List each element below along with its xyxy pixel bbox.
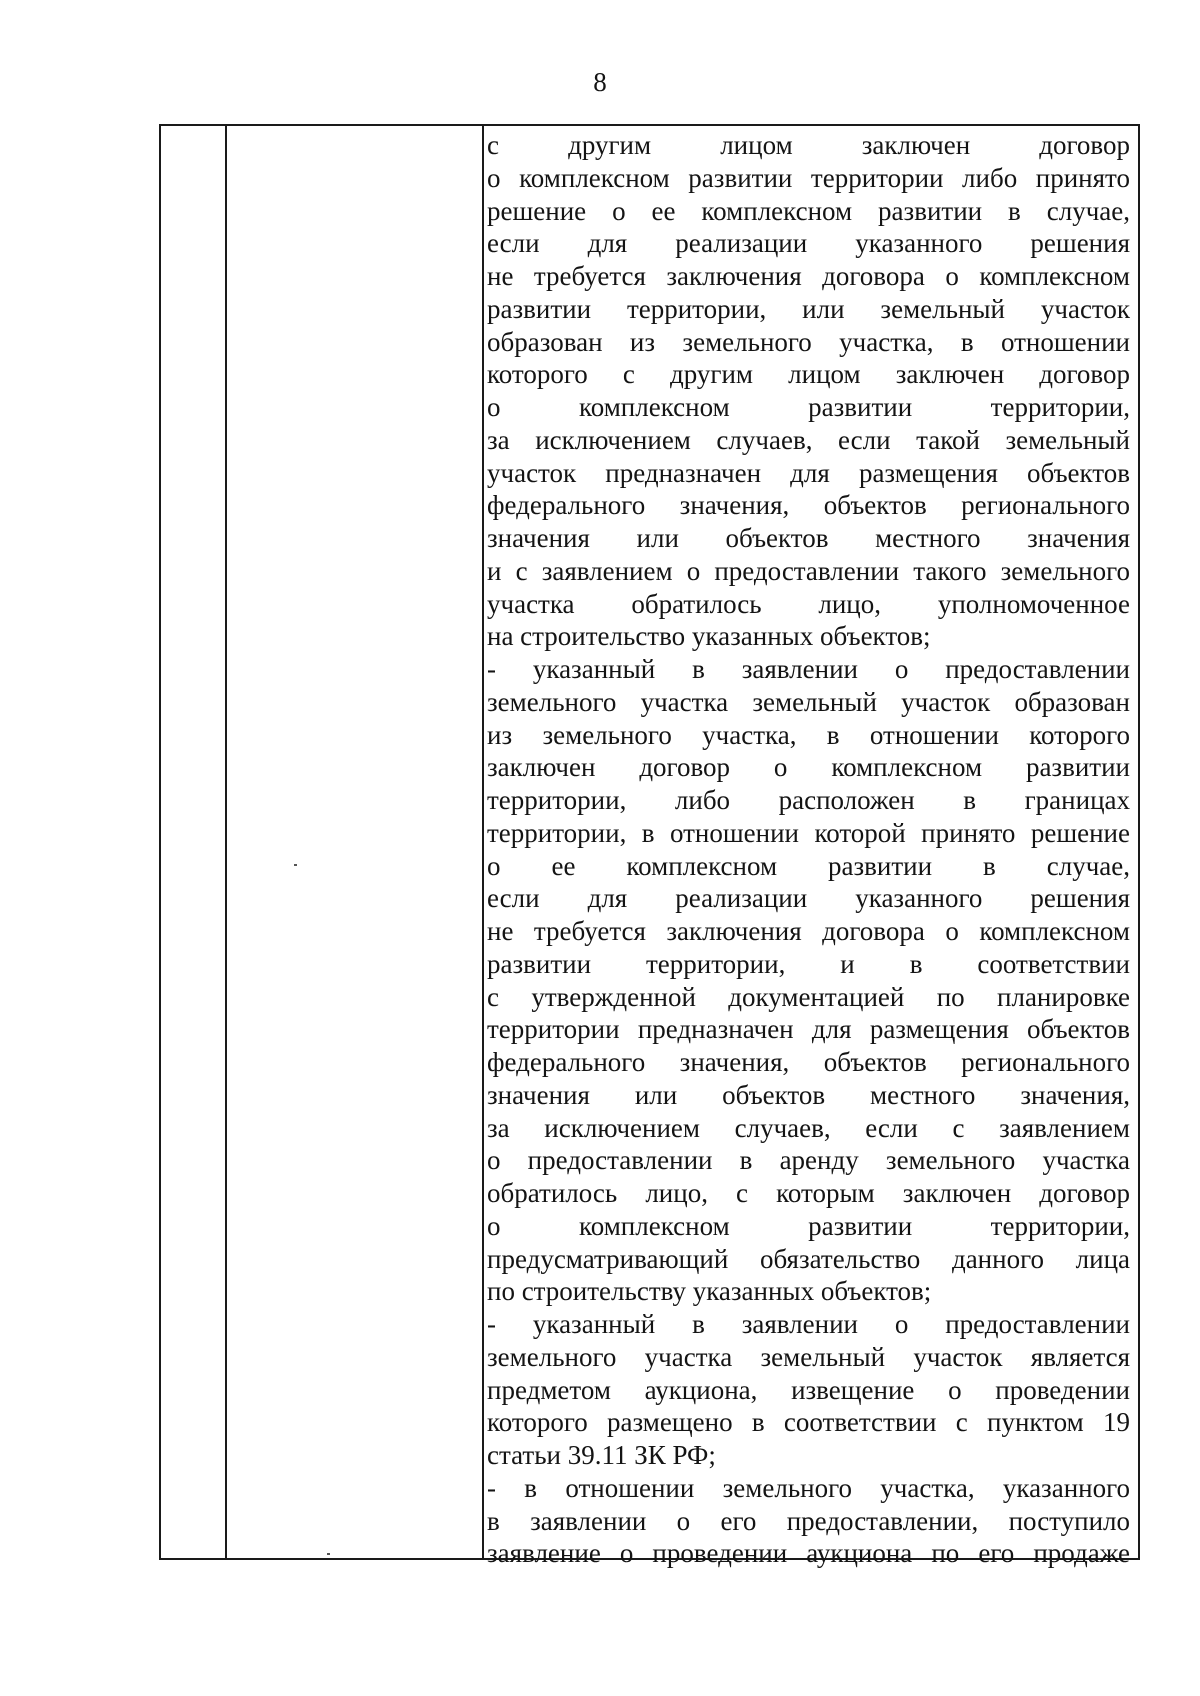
text-line: по строительству указанных объектов; bbox=[487, 1276, 932, 1307]
text-line: развитии территории, и в соответствии bbox=[487, 948, 1130, 979]
text-line: о комплексном развитии территории, bbox=[487, 1210, 1130, 1241]
text-line: с другим лицом заключен договор bbox=[487, 130, 1130, 160]
text-line: решение о ее комплексном развитии в случае, bbox=[487, 195, 1130, 226]
text-line: предметом аукциона, извещение о проведении bbox=[487, 1374, 1130, 1405]
text-line: развитии территории, или земельный участок bbox=[487, 293, 1130, 324]
text-line: обратилось лицо, с которым заключен договор bbox=[487, 1178, 1130, 1208]
text-line: - указанный в заявлении о предоставлении bbox=[487, 1309, 1130, 1339]
text-line: не требуется заключения договора о комплексном bbox=[487, 261, 1130, 291]
text-line: из земельного участка, в отношении которого bbox=[487, 719, 1130, 750]
text-line: земельного участка земельный участок образован bbox=[487, 686, 1130, 717]
text-line: участок предназначен для размещения объектов bbox=[487, 457, 1130, 488]
scan-speck bbox=[294, 864, 297, 866]
text-line: не требуется заключения договора о комплексном bbox=[487, 916, 1130, 946]
text-line: образован из земельного участка, в отношении bbox=[487, 326, 1130, 357]
page-number: 8 bbox=[593, 67, 607, 97]
table-column-divider-2 bbox=[482, 126, 484, 1558]
text-line: которого размещено в соответствии с пунктом 19 bbox=[487, 1407, 1130, 1438]
text-line: о предоставлении в аренду земельного участка bbox=[487, 1145, 1130, 1176]
text-line: статьи 39.11 ЗК РФ; bbox=[487, 1440, 716, 1470]
text-line: участка обратилось лицо, уполномоченное bbox=[487, 588, 1130, 619]
text-line: заключен договор о комплексном развитии bbox=[487, 752, 1130, 783]
text-line: если для реализации указанного решения bbox=[487, 228, 1130, 259]
text-line: предусматривающий обязательство данного лица bbox=[487, 1243, 1130, 1274]
text-line: о ее комплексном развитии в случае, bbox=[487, 850, 1130, 881]
text-line: территории, либо расположен в границах bbox=[487, 785, 1130, 815]
text-line: федерального значения, объектов регионального bbox=[487, 1047, 1130, 1077]
text-line: - в отношении земельного участка, указанного bbox=[487, 1472, 1130, 1503]
text-line: значения или объектов местного значения bbox=[487, 523, 1130, 553]
table-cell-text bbox=[487, 129, 1130, 1570]
text-line: территории предназначен для размещения объектов bbox=[487, 1014, 1130, 1045]
text-line: федерального значения, объектов регионального bbox=[487, 490, 1130, 521]
text-line: заявление о проведении аукциона по его продаже bbox=[487, 1538, 1130, 1569]
text-line: о комплексном развитии территории, bbox=[487, 392, 1130, 422]
text-line: территории, в отношении которой принято решение bbox=[487, 817, 1130, 848]
text-line: которого с другим лицом заключен договор bbox=[487, 359, 1130, 390]
scan-speck bbox=[327, 1553, 330, 1555]
text-line: о комплексном развитии территории либо принято bbox=[487, 162, 1130, 193]
text-line: в заявлении о его предоставлении, поступило bbox=[487, 1505, 1130, 1536]
text-line: и с заявлением о предоставлении такого земельного bbox=[487, 555, 1130, 586]
text-line: - указанный в заявлении о предоставлении bbox=[487, 654, 1130, 684]
text-line: за исключением случаев, если такой земельный bbox=[487, 424, 1130, 455]
text-line: значения или объектов местного значения, bbox=[487, 1079, 1130, 1110]
text-line: с утвержденной документацией по планировке bbox=[487, 981, 1130, 1012]
text-line: на строительство указанных объектов; bbox=[487, 621, 931, 652]
table-column-divider-1 bbox=[225, 126, 227, 1558]
text-line: за исключением случаев, если с заявлением bbox=[487, 1112, 1130, 1143]
text-line: если для реализации указанного решения bbox=[487, 883, 1130, 914]
text-line: земельного участка земельный участок является bbox=[487, 1341, 1130, 1372]
